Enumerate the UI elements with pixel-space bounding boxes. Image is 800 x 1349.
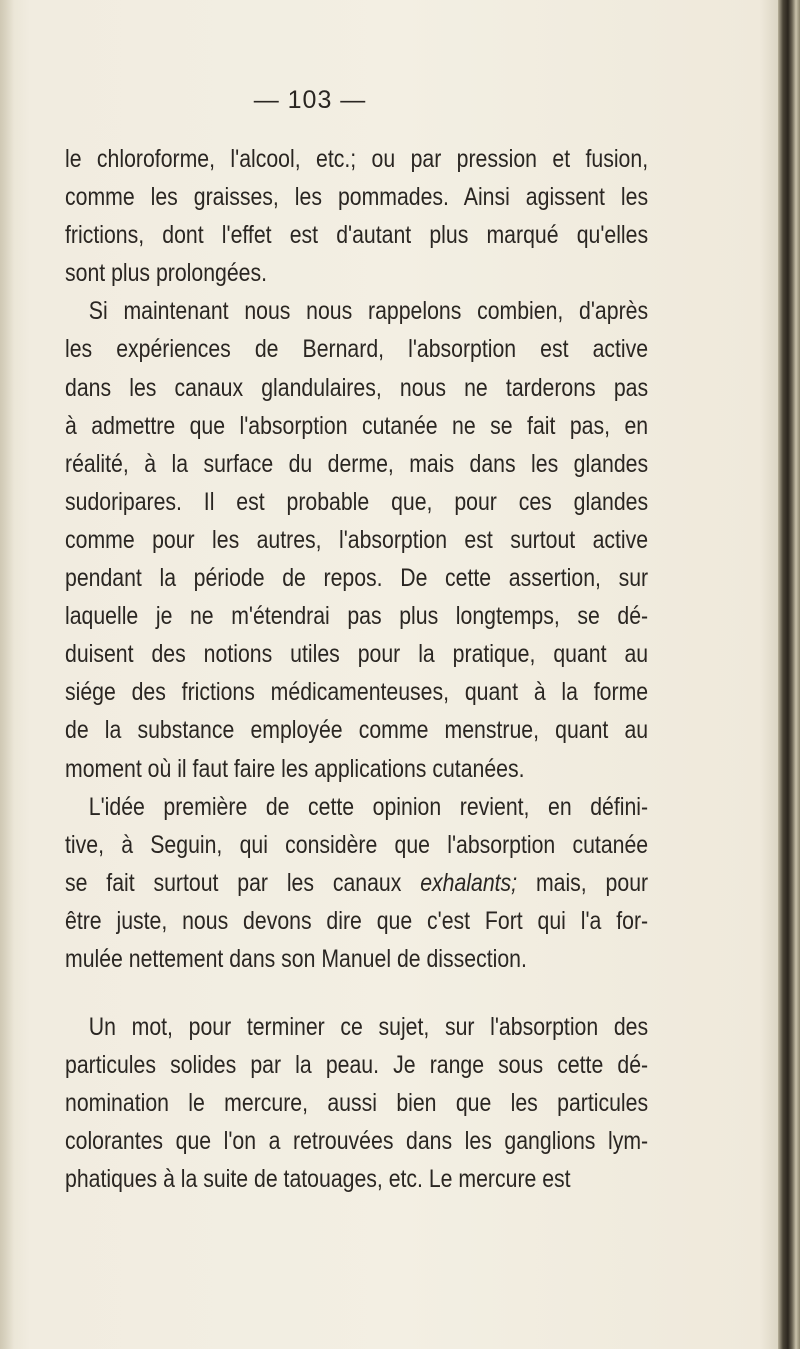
text-line: Si maintenant nous nous rappelons combien, d'après [88, 297, 649, 326]
text-line: le chloroforme, l'alcool, etc.; ou par pression et fusion, [65, 145, 649, 173]
book-binding-edge [778, 0, 800, 1349]
text-line: duisent des notions utiles pour la pratique, quant au [65, 640, 649, 669]
body-text [65, 140, 665, 1199]
page-number: — 103 — [253, 86, 367, 114]
paragraph-3 [65, 788, 665, 978]
text-line: tive, à Seguin, qui considère que l'absorption cutanée [65, 830, 649, 859]
text-line: moment où il faut faire les applications cutanées. [65, 754, 525, 783]
text-line: comme les graisses, les pommades. Ainsi agissent les [65, 183, 649, 212]
text-line: comme pour les autres, l'absorption est surtout active [65, 525, 649, 554]
text-segment: mais, pour [535, 868, 649, 897]
text-line: nomination le mercure, aussi bien que les particules [65, 1089, 649, 1118]
text-line-mixed [65, 864, 648, 902]
page-edge-shadow [0, 0, 14, 1349]
text-line: mulée nettement dans son Manuel de dissection. [65, 944, 527, 973]
text-line: à admettre que l'absorption cutanée ne se fait pas, en [65, 411, 649, 440]
text-line: L'idée première de cette opinion revient, en défini- [88, 792, 649, 821]
text-line: sudoripares. Il est probable que, pour ces glandes [65, 487, 649, 516]
paragraph-1 [65, 140, 665, 292]
text-line: siége des frictions médicamenteuses, quant à la forme [65, 678, 649, 707]
text-line: phatiques à la suite de tatouages, etc. Le mercure est [65, 1165, 571, 1194]
paragraph-gap [65, 978, 665, 1008]
text-line: de la substance employée comme menstrue, quant au [65, 716, 649, 745]
text-line: frictions, dont l'effet est d'autant plus marqué qu'elles [65, 221, 649, 250]
text-line: colorantes que l'on a retrouvées dans les ganglions lym- [65, 1127, 649, 1156]
text-line: dans les canaux glandulaires, nous ne tarderons pas [65, 373, 649, 402]
text-segment: se fait surtout par les canaux [65, 868, 402, 897]
text-line: sont plus prolongées. [65, 259, 268, 288]
text-line: réalité, à la surface du derme, mais dans les glandes [65, 449, 649, 478]
text-line: être juste, nous devons dire que c'est Fort qui l'a for- [65, 906, 649, 935]
italic-term: exhalants; [420, 868, 518, 897]
text-line: les expériences de Bernard, l'absorption est active [65, 335, 649, 364]
text-line: pendant la période de repos. De cette assertion, sur [65, 564, 649, 593]
text-line: particules solides par la peau. Je range sous cette dé- [65, 1051, 649, 1080]
text-line: laquelle je ne m'étendrai pas plus longtemps, se dé- [65, 602, 649, 631]
paragraph-4 [65, 1008, 665, 1198]
paragraph-2 [65, 292, 665, 787]
text-line: Un mot, pour terminer ce sujet, sur l'absorption des [88, 1013, 649, 1042]
